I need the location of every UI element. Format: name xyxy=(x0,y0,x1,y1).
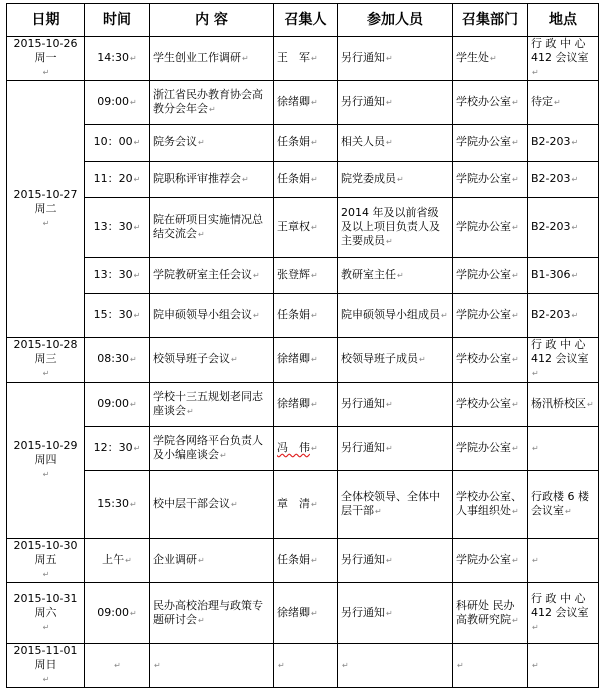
meeting-content: 企业调研 xyxy=(153,553,197,567)
meeting-participants-cell xyxy=(338,197,453,257)
paragraph-mark-icon: ↵ xyxy=(253,271,260,281)
schedule-table xyxy=(6,3,599,688)
table-row xyxy=(7,81,599,125)
day-date: 2015-10-26 xyxy=(13,37,78,51)
meeting-convener-cell xyxy=(274,125,338,161)
meeting-participants: 教研室主任 xyxy=(341,268,396,282)
paragraph-mark-icon: ↵ xyxy=(571,311,579,321)
meeting-participants-cell xyxy=(338,539,453,583)
table-row xyxy=(7,583,599,643)
table-row xyxy=(7,161,599,197)
paragraph-mark-icon: ↵ xyxy=(386,98,393,108)
meeting-participants: 另行通知 xyxy=(341,553,385,567)
paragraph-mark-icon: ↵ xyxy=(133,311,141,321)
table-row xyxy=(7,382,599,426)
meeting-content: 学校十三五规划老同志座谈会 xyxy=(153,389,263,417)
day-cell xyxy=(7,583,85,643)
meeting-content: 院职称评审推荐会 xyxy=(153,171,241,185)
meeting-participants-cell xyxy=(338,338,453,382)
meeting-content: 校领导班子会议 xyxy=(153,352,230,366)
day-weekday: 周六 xyxy=(34,605,57,619)
paragraph-mark-icon: ↵ xyxy=(532,622,539,632)
meeting-department-cell xyxy=(453,643,528,687)
paragraph-mark-icon: ↵ xyxy=(311,174,318,184)
paragraph-mark-icon: ↵ xyxy=(554,98,561,108)
meeting-time-cell xyxy=(85,470,150,538)
paragraph-mark-icon: ↵ xyxy=(130,500,137,510)
paragraph-mark-icon: ↵ xyxy=(42,369,50,379)
meeting-participants-cell xyxy=(338,161,453,197)
header-convener: 召集人 xyxy=(274,4,338,37)
meeting-department-cell xyxy=(453,338,528,382)
paragraph-mark-icon: ↵ xyxy=(311,556,318,566)
meeting-participants: 2014 年及以前省级及以上项目负责人及主要成员 xyxy=(341,205,440,247)
paragraph-mark-icon: ↵ xyxy=(571,174,579,184)
paragraph-mark-icon: ↵ xyxy=(512,311,519,321)
paragraph-mark-icon: ↵ xyxy=(397,174,404,184)
meeting-department-cell xyxy=(453,539,528,583)
meeting-time-cell xyxy=(85,37,150,81)
meeting-location: B2-203 xyxy=(531,171,571,185)
paragraph-mark-icon: ↵ xyxy=(397,271,404,281)
paragraph-mark-icon: ↵ xyxy=(512,174,519,184)
meeting-convener-cell xyxy=(274,643,338,687)
meeting-participants: 另行通知 xyxy=(341,95,385,109)
meeting-time: 15:30 xyxy=(97,497,129,511)
meeting-convener: 王章权 xyxy=(277,219,310,233)
meeting-content: 校中层干部会议 xyxy=(153,497,230,511)
meeting-content-cell xyxy=(150,643,274,687)
paragraph-mark-icon: ↵ xyxy=(253,311,260,321)
day-date: 2015-10-29 xyxy=(13,438,78,452)
meeting-department: 学院办公室 xyxy=(456,308,511,322)
meeting-department-cell xyxy=(453,470,528,538)
meeting-location: 杨汛桥校区 xyxy=(531,396,586,410)
day-date: 2015-10-31 xyxy=(13,591,78,605)
meeting-location: B2-203 xyxy=(531,308,571,322)
meeting-location: B2-203 xyxy=(531,135,571,149)
meeting-convener-cell xyxy=(274,81,338,125)
meeting-department: 科研处 民办高教研究院 xyxy=(456,598,515,626)
meeting-content: 院务会议 xyxy=(153,135,197,149)
day-cell xyxy=(7,37,85,81)
meeting-convener: 张登辉 xyxy=(277,268,310,282)
schedule-body xyxy=(7,37,599,688)
paragraph-mark-icon: ↵ xyxy=(114,660,121,670)
paragraph-mark-icon: ↵ xyxy=(532,443,539,453)
meeting-department-cell xyxy=(453,37,528,81)
meeting-location-cell xyxy=(528,81,599,125)
paragraph-mark-icon: ↵ xyxy=(512,507,519,517)
meeting-location: 待定 xyxy=(531,95,553,109)
meeting-department: 学院办公室 xyxy=(456,553,511,567)
paragraph-mark-icon: ↵ xyxy=(419,355,426,365)
paragraph-mark-icon: ↵ xyxy=(133,138,141,148)
paragraph-mark-icon: ↵ xyxy=(512,271,519,281)
meeting-department: 学院办公室 xyxy=(456,171,511,185)
paragraph-mark-icon: ↵ xyxy=(220,450,227,460)
meeting-convener-cell xyxy=(274,294,338,338)
header-row xyxy=(7,4,599,37)
paragraph-mark-icon: ↵ xyxy=(311,608,318,618)
paragraph-mark-icon: ↵ xyxy=(512,222,519,232)
paragraph-mark-icon: ↵ xyxy=(571,138,579,148)
meeting-content-cell xyxy=(150,338,274,382)
paragraph-mark-icon: ↵ xyxy=(42,570,50,580)
meeting-content-cell xyxy=(150,294,274,338)
header-location: 地点 xyxy=(528,4,599,37)
meeting-participants-cell xyxy=(338,643,453,687)
meeting-convener: 章 清 xyxy=(277,497,310,511)
paragraph-mark-icon: ↵ xyxy=(532,660,539,670)
meeting-participants: 校领导班子成员 xyxy=(341,352,418,366)
paragraph-mark-icon: ↵ xyxy=(42,68,50,78)
paragraph-mark-icon: ↵ xyxy=(342,660,349,670)
meeting-department: 学校办公室 xyxy=(456,352,511,366)
meeting-location-cell xyxy=(528,643,599,687)
paragraph-mark-icon: ↵ xyxy=(532,369,539,379)
meeting-location-cell xyxy=(528,161,599,197)
meeting-location-cell xyxy=(528,470,599,538)
meeting-participants-cell xyxy=(338,583,453,643)
meeting-convener: 王 军 xyxy=(277,51,310,65)
meeting-time-cell xyxy=(85,426,150,470)
paragraph-mark-icon: ↵ xyxy=(231,355,238,365)
paragraph-mark-icon: ↵ xyxy=(198,615,205,625)
paragraph-mark-icon: ↵ xyxy=(512,138,519,148)
meeting-participants: 全体校领导、全体中层干部 xyxy=(341,490,440,518)
day-date: 2015-10-30 xyxy=(13,539,78,553)
meeting-department: 学院办公室 xyxy=(456,135,511,149)
meeting-content-cell xyxy=(150,161,274,197)
paragraph-mark-icon: ↵ xyxy=(242,54,249,64)
meeting-time: 11：20 xyxy=(93,171,133,185)
meeting-department: 学校办公室 xyxy=(456,396,511,410)
table-row xyxy=(7,643,599,687)
table-row xyxy=(7,539,599,583)
meeting-location: B2-203 xyxy=(531,219,571,233)
table-row xyxy=(7,257,599,293)
day-date: 2015-10-27 xyxy=(13,187,78,201)
day-weekday: 周二 xyxy=(34,201,57,215)
meeting-time: 10：00 xyxy=(93,135,133,149)
meeting-department: 学生处 xyxy=(456,51,489,65)
paragraph-mark-icon: ↵ xyxy=(512,355,519,365)
meeting-department-cell xyxy=(453,125,528,161)
meeting-participants-cell xyxy=(338,81,453,125)
meeting-location-cell xyxy=(528,338,599,382)
meeting-time-cell xyxy=(85,81,150,125)
meeting-convener-cell xyxy=(274,338,338,382)
meeting-time: 13：30 xyxy=(93,268,133,282)
day-cell xyxy=(7,382,85,539)
meeting-participants-cell xyxy=(338,294,453,338)
meeting-department-cell xyxy=(453,294,528,338)
meeting-convener: 徐绪卿 xyxy=(277,95,310,109)
paragraph-mark-icon: ↵ xyxy=(571,222,579,232)
header-time: 时间 xyxy=(85,4,150,37)
meeting-convener: 徐绪卿 xyxy=(277,605,310,619)
table-row xyxy=(7,125,599,161)
meeting-convener: 任条娟 xyxy=(277,171,310,185)
meeting-location-cell xyxy=(528,583,599,643)
meeting-convener-cell xyxy=(274,161,338,197)
meeting-time-cell xyxy=(85,125,150,161)
paragraph-mark-icon: ↵ xyxy=(386,556,393,566)
meeting-department-cell xyxy=(453,197,528,257)
meeting-location: 行 政 中 心 412 会议室 xyxy=(531,591,589,619)
meeting-time: 13：30 xyxy=(93,219,133,233)
meeting-convener-cell xyxy=(274,426,338,470)
meeting-department-cell xyxy=(453,583,528,643)
meeting-location-cell xyxy=(528,294,599,338)
meeting-time: 14:30 xyxy=(97,51,129,65)
meeting-content-cell xyxy=(150,426,274,470)
meeting-time-cell xyxy=(85,382,150,426)
day-date: 2015-10-28 xyxy=(13,338,78,352)
table-row xyxy=(7,338,599,382)
meeting-convener: 任条娟 xyxy=(277,308,310,322)
day-weekday: 周日 xyxy=(34,657,57,671)
paragraph-mark-icon: ↵ xyxy=(571,271,579,281)
paragraph-mark-icon: ↵ xyxy=(209,105,216,115)
meeting-participants-cell xyxy=(338,125,453,161)
paragraph-mark-icon: ↵ xyxy=(512,443,519,453)
paragraph-mark-icon: ↵ xyxy=(386,54,393,64)
paragraph-mark-icon: ↵ xyxy=(133,271,141,281)
meeting-time: 09:00 xyxy=(97,605,129,619)
table-row xyxy=(7,37,599,81)
paragraph-mark-icon: ↵ xyxy=(198,556,205,566)
meeting-time: 15：30 xyxy=(93,308,133,322)
paragraph-mark-icon: ↵ xyxy=(198,138,205,148)
meeting-time-cell xyxy=(85,294,150,338)
paragraph-mark-icon: ↵ xyxy=(278,660,285,670)
table-row xyxy=(7,426,599,470)
meeting-location-cell xyxy=(528,426,599,470)
day-date: 2015-11-01 xyxy=(13,643,78,657)
paragraph-mark-icon: ↵ xyxy=(311,271,318,281)
meeting-content: 学院教研室主任会议 xyxy=(153,268,252,282)
meeting-convener: 徐绪卿 xyxy=(277,352,310,366)
paragraph-mark-icon: ↵ xyxy=(42,674,50,684)
meeting-time: 08:30 xyxy=(97,352,129,366)
meeting-time-cell xyxy=(85,643,150,687)
paragraph-mark-icon: ↵ xyxy=(386,138,393,148)
meeting-department-cell xyxy=(453,426,528,470)
paragraph-mark-icon: ↵ xyxy=(311,311,318,321)
meeting-time: 09:00 xyxy=(97,396,129,410)
day-cell xyxy=(7,338,85,382)
meeting-content-cell xyxy=(150,382,274,426)
meeting-location: 行 政 中 心 412 会议室 xyxy=(531,338,589,366)
meeting-convener-cell xyxy=(274,382,338,426)
paragraph-mark-icon: ↵ xyxy=(198,229,205,239)
paragraph-mark-icon: ↵ xyxy=(587,399,594,409)
meeting-convener-cell xyxy=(274,539,338,583)
paragraph-mark-icon: ↵ xyxy=(130,355,137,365)
meeting-participants-cell xyxy=(338,470,453,538)
meeting-location-cell xyxy=(528,197,599,257)
paragraph-mark-icon: ↵ xyxy=(311,54,318,64)
paragraph-mark-icon: ↵ xyxy=(457,660,464,670)
meeting-department: 学院办公室 xyxy=(456,219,511,233)
paragraph-mark-icon: ↵ xyxy=(311,399,318,409)
meeting-participants-cell xyxy=(338,257,453,293)
meeting-time-cell xyxy=(85,197,150,257)
meeting-participants: 另行通知 xyxy=(341,605,385,619)
day-cell xyxy=(7,81,85,338)
meeting-content: 院申硕领导小组会议 xyxy=(153,308,252,322)
meeting-participants: 另行通知 xyxy=(341,51,385,65)
meeting-department-cell xyxy=(453,257,528,293)
meeting-department: 学院办公室 xyxy=(456,440,511,454)
meeting-department: 学院办公室 xyxy=(456,268,511,282)
meeting-location-cell xyxy=(528,37,599,81)
paragraph-mark-icon: ↵ xyxy=(231,500,238,510)
meeting-convener-cell xyxy=(274,37,338,81)
paragraph-mark-icon: ↵ xyxy=(532,68,539,78)
paragraph-mark-icon: ↵ xyxy=(130,98,137,108)
meeting-participants: 院党委成员 xyxy=(341,171,396,185)
paragraph-mark-icon: ↵ xyxy=(187,406,194,416)
meeting-time-cell xyxy=(85,583,150,643)
day-weekday: 周三 xyxy=(34,352,57,366)
meeting-convener-cell xyxy=(274,470,338,538)
paragraph-mark-icon: ↵ xyxy=(532,556,539,566)
paragraph-mark-icon: ↵ xyxy=(311,222,318,232)
meeting-content: 民办高校治理与政策专题研讨会 xyxy=(153,598,263,626)
paragraph-mark-icon: ↵ xyxy=(133,443,141,453)
table-row xyxy=(7,470,599,538)
paragraph-mark-icon: ↵ xyxy=(512,98,519,108)
meeting-convener-cell xyxy=(274,257,338,293)
meeting-time-cell xyxy=(85,539,150,583)
paragraph-mark-icon: ↵ xyxy=(311,98,318,108)
paragraph-mark-icon: ↵ xyxy=(490,54,497,64)
meeting-participants-cell xyxy=(338,37,453,81)
meeting-content-cell xyxy=(150,125,274,161)
meeting-location: B1-306 xyxy=(531,268,571,282)
meeting-time-cell xyxy=(85,338,150,382)
paragraph-mark-icon: ↵ xyxy=(386,399,393,409)
meeting-convener: 任条娟 xyxy=(277,553,310,567)
meeting-department: 学校办公室 xyxy=(456,95,511,109)
header-date: 日期 xyxy=(7,4,85,37)
meeting-participants: 院申硕领导小组成员 xyxy=(341,308,440,322)
meeting-content-cell xyxy=(150,81,274,125)
paragraph-mark-icon: ↵ xyxy=(386,608,393,618)
paragraph-mark-icon: ↵ xyxy=(130,399,137,409)
meeting-time-cell xyxy=(85,257,150,293)
meeting-convener: 冯 伟 xyxy=(277,440,310,454)
meeting-participants: 另行通知 xyxy=(341,396,385,410)
paragraph-mark-icon: ↵ xyxy=(133,222,141,232)
meeting-content: 学生创业工作调研 xyxy=(153,51,241,65)
meeting-convener-cell xyxy=(274,583,338,643)
meeting-location: 行 政 中 心 412 会议室 xyxy=(531,37,589,65)
meeting-content-cell xyxy=(150,539,274,583)
meeting-convener-cell xyxy=(274,197,338,257)
paragraph-mark-icon: ↵ xyxy=(133,174,141,184)
paragraph-mark-icon: ↵ xyxy=(42,469,50,479)
meeting-content: 学院各网络平台负责人及小编座谈会 xyxy=(153,433,263,461)
meeting-department-cell xyxy=(453,161,528,197)
meeting-location-cell xyxy=(528,539,599,583)
paragraph-mark-icon: ↵ xyxy=(130,608,137,618)
meeting-time: 上午 xyxy=(102,553,125,567)
paragraph-mark-icon: ↵ xyxy=(130,54,137,64)
meeting-department: 学校办公室、人事组织处 xyxy=(456,490,522,518)
paragraph-mark-icon: ↵ xyxy=(512,615,519,625)
table-row xyxy=(7,294,599,338)
paragraph-mark-icon: ↵ xyxy=(565,507,572,517)
meeting-time: 12：30 xyxy=(93,440,133,454)
meeting-time: 09:00 xyxy=(97,95,129,109)
meeting-content-cell xyxy=(150,37,274,81)
meeting-location-cell xyxy=(528,125,599,161)
header-content: 内 容 xyxy=(150,4,274,37)
meeting-convener: 徐绪卿 xyxy=(277,396,310,410)
paragraph-mark-icon: ↵ xyxy=(42,218,50,228)
meeting-participants-cell xyxy=(338,382,453,426)
meeting-department-cell xyxy=(453,382,528,426)
paragraph-mark-icon: ↵ xyxy=(386,443,393,453)
meeting-location-cell xyxy=(528,382,599,426)
meeting-content: 院在研项目实施情况总结交流会 xyxy=(153,212,263,240)
day-weekday: 周五 xyxy=(34,553,57,567)
meeting-participants: 另行通知 xyxy=(341,440,385,454)
meeting-content: 浙江省民办教育协会高教分会年会 xyxy=(153,88,263,116)
paragraph-mark-icon: ↵ xyxy=(311,500,318,510)
meeting-participants-cell xyxy=(338,426,453,470)
paragraph-mark-icon: ↵ xyxy=(512,399,519,409)
paragraph-mark-icon: ↵ xyxy=(154,660,161,670)
day-cell xyxy=(7,643,85,687)
paragraph-mark-icon: ↵ xyxy=(42,622,50,632)
paragraph-mark-icon: ↵ xyxy=(311,138,318,148)
paragraph-mark-icon: ↵ xyxy=(311,443,318,453)
meeting-participants: 相关人员 xyxy=(341,135,385,149)
meeting-content-cell xyxy=(150,470,274,538)
meeting-content-cell xyxy=(150,583,274,643)
meeting-department-cell xyxy=(453,81,528,125)
meeting-content-cell xyxy=(150,197,274,257)
day-weekday: 周四 xyxy=(34,452,57,466)
meeting-location-cell xyxy=(528,257,599,293)
paragraph-mark-icon: ↵ xyxy=(441,311,448,321)
table-row xyxy=(7,197,599,257)
paragraph-mark-icon: ↵ xyxy=(375,507,382,517)
header-department: 召集部门 xyxy=(453,4,528,37)
day-cell xyxy=(7,539,85,583)
meeting-content-cell xyxy=(150,257,274,293)
meeting-location: 行政楼 6 楼会议室 xyxy=(531,490,589,518)
paragraph-mark-icon: ↵ xyxy=(311,355,318,365)
paragraph-mark-icon: ↵ xyxy=(512,556,519,566)
paragraph-mark-icon: ↵ xyxy=(125,556,132,566)
meeting-time-cell xyxy=(85,161,150,197)
paragraph-mark-icon: ↵ xyxy=(242,174,249,184)
header-participants: 参加人员 xyxy=(338,4,453,37)
meeting-convener: 任条娟 xyxy=(277,135,310,149)
day-weekday: 周一 xyxy=(34,51,57,65)
paragraph-mark-icon: ↵ xyxy=(386,236,393,246)
